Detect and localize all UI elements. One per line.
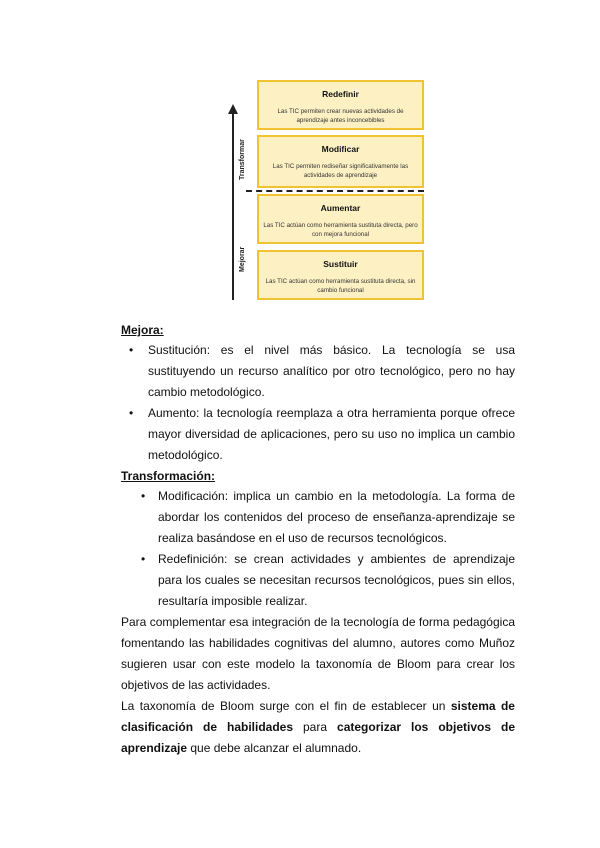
card-title: Sustituir	[323, 259, 358, 269]
card-desc: Las TIC actúan como herramienta sustituta directa, sin cambio funcional	[265, 278, 416, 294]
card-title: Redefinir	[322, 89, 359, 99]
list-item-text: Modificación: implica un cambio en la metodología. La forma de abordar los contenidos del proceso de enseñanza-aprendizaje se realiza basándose en el uso de recursos tecnológicos.	[158, 489, 515, 545]
card-desc: Las TIC permiten crear nuevas actividades de aprendizaje antes inconcebibles	[277, 108, 404, 124]
list-item-text: Aumento: la tecnología reemplaza a otra herramienta porque ofrece mayor diversidad de aplicaciones, pero su uso no implica un cambio metodológico.	[148, 406, 515, 462]
list-transformacion	[121, 486, 515, 612]
text-run: para	[293, 720, 338, 734]
list-item-text: Redefinición: se crean actividades y ambientes de aprendizaje para los cuales se necesitan recursos tecnológicos, pues sin ellos, resultaría imposible realizar.	[158, 552, 515, 608]
list-item	[121, 549, 515, 612]
card-title: Modificar	[321, 144, 360, 154]
bullet-icon: •	[129, 343, 134, 357]
text-run: que debe alcanzar el alumnado.	[187, 741, 362, 755]
paragraph-bloom-intro: Para complementar esa integración de la tecnología de forma pedagógica fomentando las habilidades cognitivas del alumno, autores como Muñoz sugieren usar con este modelo la taxonomía de Bloom para crear los objetivos de las actividades.	[121, 615, 515, 692]
paragraph-bloom-definition	[121, 696, 515, 759]
bullet-icon: •	[141, 552, 146, 566]
bullet-icon: •	[141, 489, 146, 503]
samr-diagram	[228, 80, 418, 302]
list-mejora	[121, 340, 515, 466]
bullet-icon: •	[129, 406, 134, 420]
list-item	[121, 340, 515, 403]
list-item	[121, 403, 515, 466]
heading-mejora: Mejora:	[121, 323, 164, 337]
card-aumentar	[257, 194, 424, 244]
card-desc: Las TIC actúan como herramienta sustituta directa, pero con mejora funcional	[263, 222, 418, 238]
card-desc: Las TIC permiten rediseñar significativamente las actividades de aprendizaje	[272, 163, 409, 179]
axis-label-transform: Transformar	[239, 139, 246, 180]
divider-dashed	[246, 190, 424, 192]
card-sustituir	[257, 250, 424, 300]
bold-run: sistema de clasificación de habilidades	[121, 699, 515, 734]
text-run: La taxonomía de Bloom surge con el fin de establecer un	[121, 699, 451, 713]
card-redefinir	[257, 80, 424, 130]
card-modificar	[257, 135, 424, 188]
list-item-text: Sustitución: es el nivel más básico. La tecnología se usa sustituyendo un recurso analítico por otro tecnológico, pero no hay cambio metodológico.	[148, 343, 515, 399]
card-title: Aumentar	[320, 203, 361, 213]
list-item	[121, 486, 515, 549]
axis-label-improve: Mejorar	[239, 246, 246, 272]
bold-run: categorizar los objetivos de aprendizaje	[121, 720, 516, 755]
arrow-axis	[232, 110, 234, 300]
document-body	[121, 320, 515, 759]
heading-transformacion: Transformación:	[121, 469, 216, 483]
